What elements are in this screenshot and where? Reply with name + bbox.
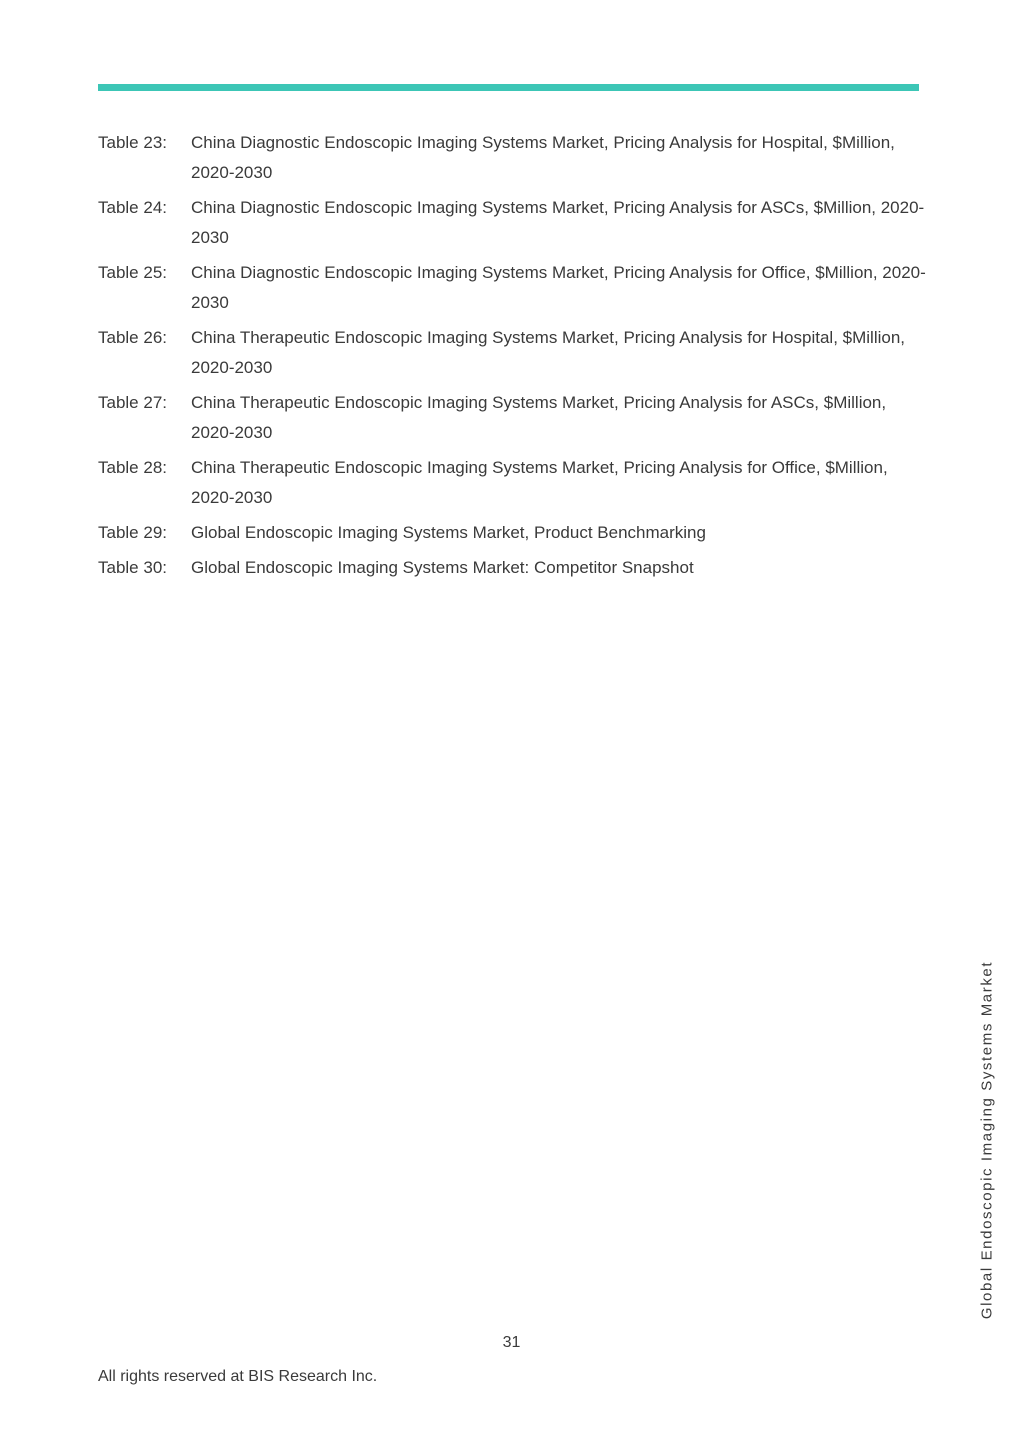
toc-entry[interactable] [98,128,928,188]
toc-entry-number: Table 29: [98,523,167,542]
toc-entry-number: Table 27: [98,393,167,412]
toc-entry-title: China Therapeutic Endoscopic Imaging Systems Market, Pricing Analysis for Hospital, $Million, 2020-2030 [191,328,905,377]
toc-entry-title: China Diagnostic Endoscopic Imaging Systems Market, Pricing Analysis for Hospital, $Million, 2020-2030 [191,133,895,182]
toc-entry[interactable] [98,323,928,383]
page-number: 31 [502,1334,521,1351]
toc-entry[interactable] [98,388,928,448]
header-accent-bar [98,84,919,91]
toc-entry-title: Global Endoscopic Imaging Systems Market: Competitor Snapshot [191,558,694,577]
toc-entry[interactable] [98,193,928,253]
toc-entry-number: Table 25: [98,263,167,282]
toc-entry-title: Global Endoscopic Imaging Systems Market, Product Benchmarking [191,523,706,542]
toc-entry[interactable] [98,258,928,318]
side-report-title: Global Endoscopic Imaging Systems Market [978,960,996,1320]
toc-entry-number: Table 28: [98,458,167,477]
toc-entry-number: Table 26: [98,328,167,347]
toc-entry-number: Table 30: [98,558,167,577]
footer-copyright: All rights reserved at BIS Research Inc. [98,1368,378,1385]
toc-entry-title: China Diagnostic Endoscopic Imaging Systems Market, Pricing Analysis for ASCs, $Million, 2020-2030 [191,198,925,247]
toc-entry-title: China Therapeutic Endoscopic Imaging Systems Market, Pricing Analysis for Office, $Million, 2020-2030 [191,458,888,507]
toc-entry[interactable] [98,453,928,513]
table-of-contents-list [98,128,928,588]
toc-entry-number: Table 23: [98,133,167,152]
toc-entry-title: China Therapeutic Endoscopic Imaging Systems Market, Pricing Analysis for ASCs, $Million, 2020-2030 [191,393,887,442]
toc-entry[interactable] [98,553,928,583]
toc-entry-number: Table 24: [98,198,167,217]
toc-entry[interactable] [98,518,928,548]
toc-entry-title: China Diagnostic Endoscopic Imaging Systems Market, Pricing Analysis for Office, $Million, 2020-2030 [191,263,926,312]
